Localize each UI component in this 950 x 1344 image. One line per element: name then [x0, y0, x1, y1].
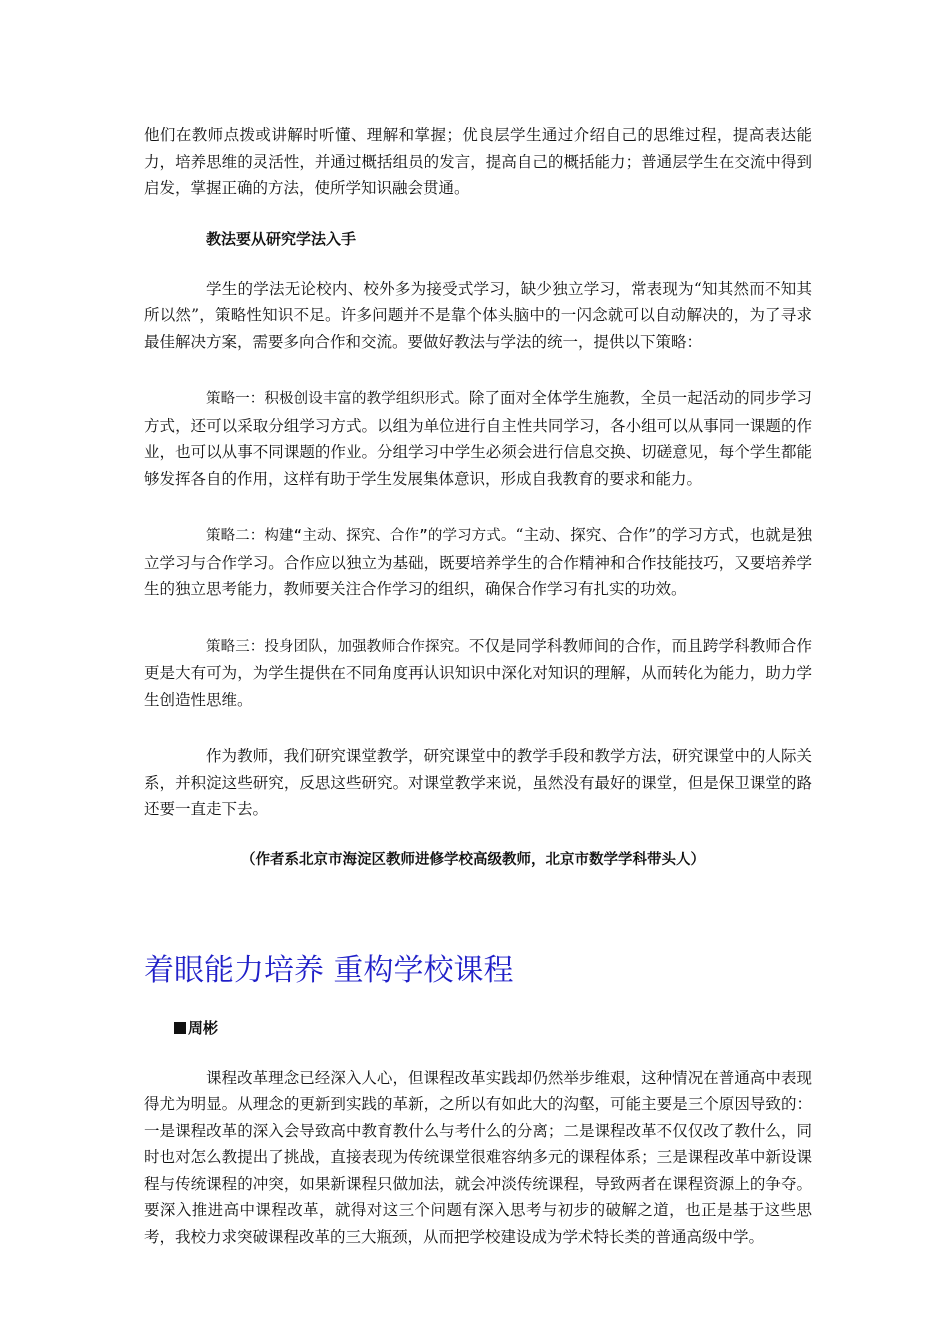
strategy-2-lead: 策略二：构建“主动、探究、合作”的学习方式。 — [206, 528, 516, 544]
strategy-2-body: “主动、探究、合作”的学习方式，也就是独立学习与合作学习。合作应以独立为基础，既要培养学生的合作精神和合作技能技巧，又要培养学生的独立思考能力，教师要关注合作学习的组织，确保合作学习有扎实的功效。 — [144, 526, 812, 598]
paragraph-intro: 他们在教师点拨或讲解时听懂、理解和掌握；优良层学生通过介绍自己的思维过程，提高表达能力，培养思维的灵活性，并通过概括组员的发言，提高自己的概括能力；普通层学生在交流中得到启发，掌握正确的方法，使所学知识融会贯通。 — [144, 126, 812, 197]
strategy-3-lead: 策略三：投身团队，加强教师合作探究。 — [206, 638, 469, 655]
paragraph-strategy-2 — [144, 522, 812, 603]
paragraph-learning-method: 学生的学法无论校内、校外多为接受式学习，缺少独立学习，常表现为“知其然而不知其所以然”，策略性知识不足。许多问题并不是靠个体头脑中的一闪念就可以自动解决的，为了寻求最佳解决方案，需要多向合作和交流。要做好教法与学法的统一，提供以下策略： — [144, 279, 812, 351]
paragraph-strategy-3 — [144, 633, 812, 714]
paragraph-strategy-1 — [144, 385, 812, 492]
strategy-3-body: 不仅是同学科教师间的合作，而且跨学科教师合作更是大有可为，为学生提供在不同角度再认识知识中深化对知识的理解，从而转化为能力，助力学生创造性思维。 — [144, 636, 812, 709]
strategy-1-body: 除了面对全体学生施教，全员一起活动的同步学习方式，还可以采取分组学习方式。以组为单位进行自主性共同学习，各小组可以从事同一课题的作业，也可以从事不同课题的作业。分组学习中学生必须会进行信息交换、切磋意见，每个学生都能够发挥各自的作用，这样有助于学生发展集体意识，形成自我教育的要求和能力。 — [144, 389, 812, 488]
strategy-1-lead: 策略一：积极创设丰富的教学组织形式。 — [206, 391, 469, 407]
paragraph-article-intro: 课程改革理念已经深入人心，但课程改革实践却仍然举步维艰，这种情况在普通高中表现得尤为明显。从理念的更新到实践的革新，之所以有如此大的沟壑，可能主要是三个原因导致的：一是课程改革的深入会导致高中教育教什么与考什么的分离；二是课程改革不仅仅改了教什么，同时也对怎么教提出了挑战，直接表现为传统课堂很难容纳多元的课程体系；三是课程改革中新设课程与传统课程的冲突，如果新课程只做加法，就会冲淡传统课程，导致两者在课程资源上的争夺。要深入推进高中课程改革，就得对这三个问题有深入思考与初步的破解之道，也正是基于这些思考，我校力求突破课程改革的三大瓶颈，从而把学校建设成为学术特长类的普通高级中学。 — [144, 1068, 812, 1246]
section-heading: 教法要从研究学法入手 — [206, 229, 357, 248]
author-name: 周彬 — [188, 1018, 219, 1037]
paragraph-conclusion: 作为教师，我们研究课堂教学，研究课堂中的教学手段和教学方法，研究课堂中的人际关系，并积淀这些研究，反思这些研究。对课堂教学来说，虽然没有最好的课堂，但是保卫课堂的路还要一直走下去。 — [144, 747, 812, 818]
author-byline: （作者系北京市海淀区教师进修学校高级教师，北京市数学学科带头人） — [241, 851, 705, 868]
document-page — [144, 122, 812, 1250]
article-author — [144, 1015, 812, 1041]
square-bullet-icon — [174, 1022, 186, 1034]
article-title: 着眼能力培养 重构学校课程 — [144, 952, 514, 988]
